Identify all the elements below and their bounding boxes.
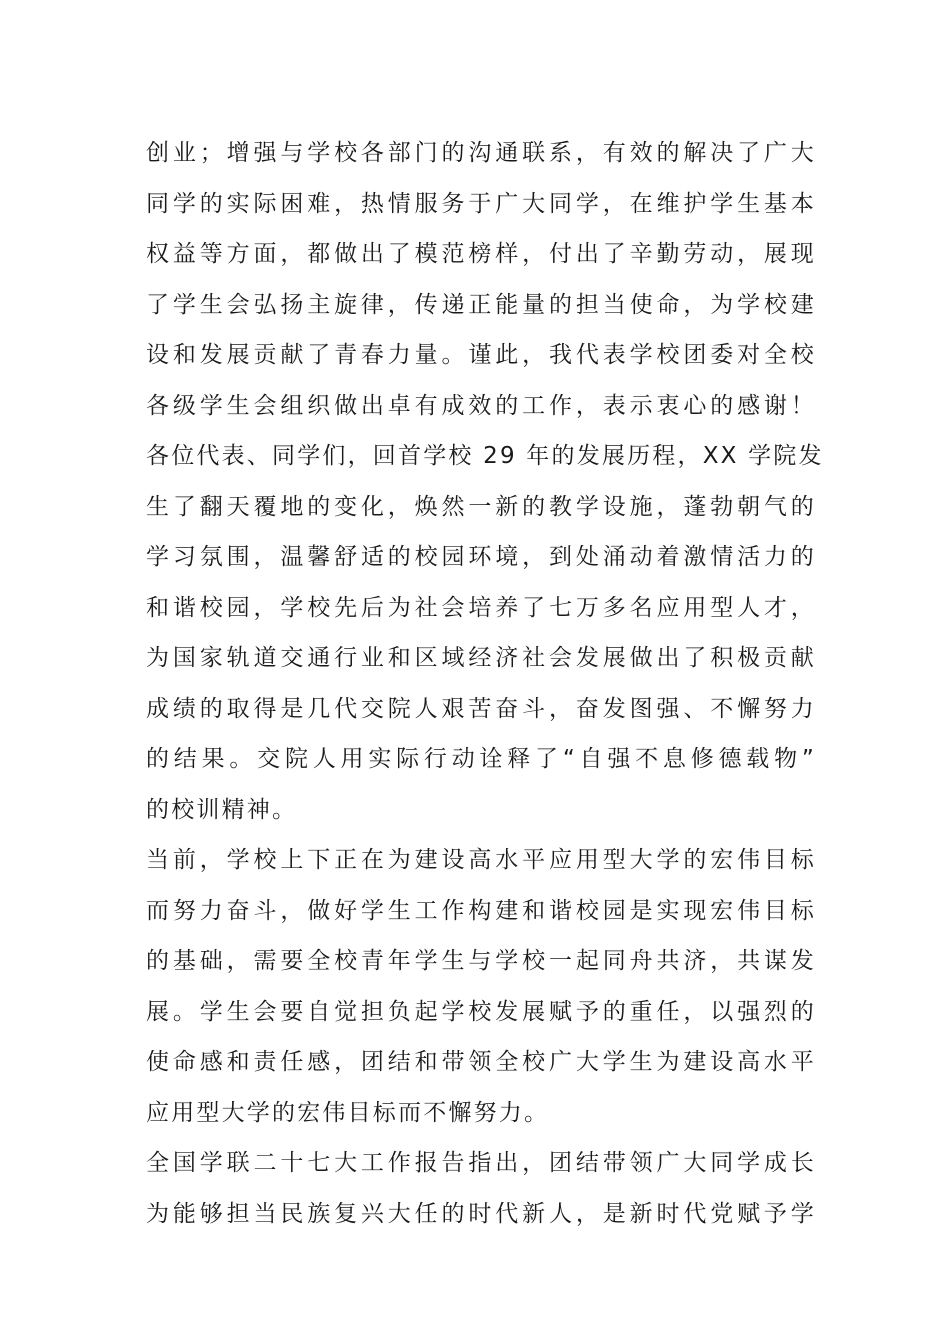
body-text — [146, 128, 824, 1239]
text-line: 应用型大学的宏伟目标而不懈努力。 — [146, 1099, 550, 1126]
text-line: 了学生会弘扬主旋律，传递正能量的担当使命，为学校建 — [146, 291, 816, 318]
text-line: 使命感和责任感，团结和带领全校广大学生为建设高水平 — [146, 1049, 816, 1075]
text-line: 成绩的取得是几代交院人艰苦奋斗，奋发图强、不懈努力 — [146, 695, 816, 722]
text-line: 各位代表、同学们，回首学校 29 年的发展历程，XX 学院发 — [146, 443, 824, 469]
text-line: 设和发展贡献了青春力量。谨此，我代表学校团委对全校 — [146, 342, 816, 368]
text-line: 的基础，需要全校青年学生与学校一起同舟共济，共谋发 — [146, 948, 816, 974]
text-line: 的校训精神。 — [146, 796, 298, 823]
text-line: 各级学生会组织做出卓有成效的工作，表示衷心的感谢！ — [146, 392, 816, 419]
text-line: 而努力奋斗，做好学生工作构建和谐校园是实现宏伟目标 — [146, 897, 816, 924]
text-line: 学习氛围，温馨舒适的校园环境，到处涌动着激情活力的 — [146, 544, 816, 570]
text-line: 展。学生会要自觉担负起学校发展赋予的重任，以强烈的 — [146, 998, 816, 1025]
paragraph-2 — [146, 431, 824, 835]
paragraph-4 — [146, 1138, 816, 1239]
paragraph-3 — [146, 835, 816, 1138]
text-line: 权益等方面，都做出了模范榜样，付出了辛勤劳动，展现 — [146, 241, 816, 267]
text-line: 的结果。交院人用实际行动诠释了“自强不息修德载物” — [146, 746, 816, 772]
paragraph-1 — [146, 128, 816, 431]
text-line: 为能够担当民族复兴大任的时代新人，是新时代党赋予学 — [146, 1200, 816, 1227]
text-line: 和谐校园，学校先后为社会培养了七万多名应用型人才， — [146, 594, 816, 621]
text-line: 生了翻天覆地的变化，焕然一新的教学设施，蓬勃朝气的 — [146, 493, 816, 520]
text-line: 为国家轨道交通行业和区域经济社会发展做出了积极贡献 — [146, 645, 816, 671]
text-line: 同学的实际困难，热情服务于广大同学，在维护学生基本 — [146, 190, 816, 217]
text-line: 创业；增强与学校各部门的沟通联系，有效的解决了广大 — [146, 140, 816, 166]
text-line: 当前，学校上下正在为建设高水平应用型大学的宏伟目标 — [146, 847, 816, 873]
text-line: 全国学联二十七大工作报告指出，团结带领广大同学成长 — [146, 1150, 816, 1176]
